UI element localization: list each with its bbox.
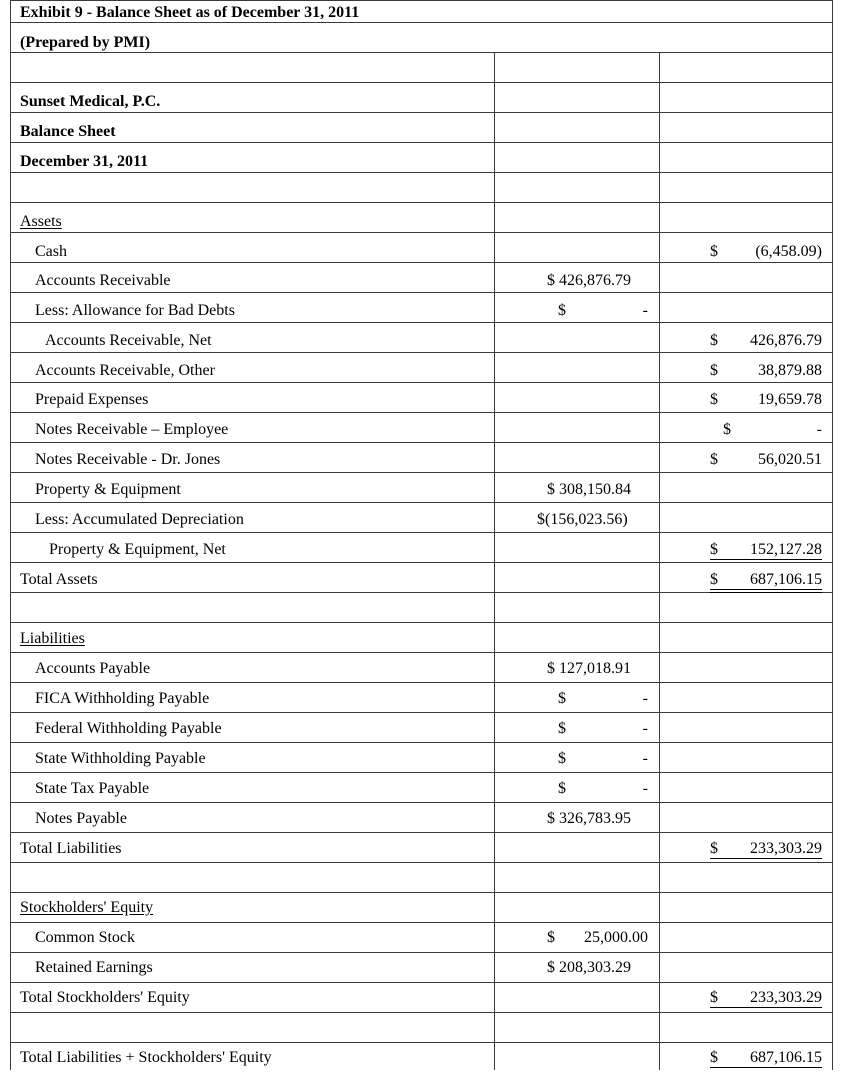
notes-jones-label: Notes Receivable - Dr. Jones: [35, 451, 221, 468]
total-liabilities-row: [10, 834, 833, 864]
notes-jones-row: [10, 445, 833, 475]
assets-heading-row: [10, 207, 833, 237]
statement-name: Balance Sheet: [20, 123, 116, 140]
statement-row: [10, 117, 833, 147]
total-assets-label: Total Assets: [20, 571, 98, 588]
notes-employee-label: Notes Receivable – Employee: [35, 421, 229, 438]
double-underline-bottom: [710, 592, 822, 593]
federal-row: [10, 714, 833, 744]
allowance-amount: [558, 296, 648, 326]
prepaid-label: Prepaid Expenses: [35, 391, 149, 408]
state-tax-amount: [558, 774, 648, 804]
exhibit-title: Exhibit 9 - Balance Sheet as of December 31, 2011: [20, 4, 360, 21]
ppe-row: [10, 475, 833, 505]
state-withholding-value: -: [642, 750, 648, 767]
notes-employee-amount: [723, 415, 822, 445]
grand-total-label: Total Liabilities + Stockholders' Equity: [20, 1049, 272, 1066]
row-line: [10, 82, 833, 83]
grand-total-row: [10, 1043, 833, 1073]
prepaid-value: 19,659.78: [758, 391, 822, 408]
ppe-value: $ 308,150.84: [547, 481, 631, 498]
liabilities-heading-row: [10, 624, 833, 654]
common-stock-label: Common Stock: [35, 929, 136, 946]
common-stock-row: [10, 923, 833, 953]
common-stock-value: 25,000.00: [584, 929, 648, 946]
currency-symbol: $: [710, 362, 718, 379]
notes-payable-value: $ 326,783.95: [547, 810, 631, 827]
total-assets-value: 687,106.15: [750, 571, 822, 588]
currency-symbol: $: [710, 989, 718, 1006]
federal-amount: [558, 714, 648, 744]
ar-net-label: Accounts Receivable, Net: [45, 332, 212, 349]
allowance-row: [10, 296, 833, 326]
currency-symbol: $: [558, 780, 566, 797]
state-withholding-row: [10, 744, 833, 774]
cash-value: (6,458.09): [755, 243, 822, 260]
state-withholding-amount: [558, 744, 648, 774]
notes-employee-row: [10, 415, 833, 445]
ppe-net-row: [10, 535, 833, 565]
state-withholding-label: State Withholding Payable: [35, 750, 206, 767]
double-underline-top: [710, 1067, 822, 1068]
currency-symbol: $: [547, 929, 555, 946]
date-row: [10, 147, 833, 177]
currency-symbol: $: [710, 840, 718, 857]
ppe-net-label: Property & Equipment, Net: [49, 541, 226, 558]
total-assets-row: [10, 565, 833, 595]
notes-jones-value: 56,020.51: [758, 451, 822, 468]
ap-row: [10, 654, 833, 684]
currency-symbol: $: [710, 391, 718, 408]
notes-employee-value: -: [816, 421, 822, 438]
state-tax-row: [10, 774, 833, 804]
currency-symbol: $: [710, 243, 718, 260]
prepared-by: (Prepared by PMI): [20, 34, 151, 51]
ppe-net-amount: [710, 535, 822, 565]
fica-row: [10, 684, 833, 714]
currency-symbol: $: [558, 750, 566, 767]
ar-other-amount: [710, 356, 822, 386]
federal-value: -: [642, 720, 648, 737]
ppe-net-value: 152,127.28: [750, 541, 822, 558]
ap-label: Accounts Payable: [35, 660, 151, 677]
grand-total-value: 687,106.15: [750, 1049, 822, 1066]
retained-earnings-row: [10, 953, 833, 983]
currency-symbol: $: [710, 541, 718, 558]
title-row: [10, 0, 833, 28]
liabilities-heading: Liabilities: [20, 630, 85, 647]
fica-amount: [558, 684, 648, 714]
prepared-by-row: [10, 28, 833, 58]
currency-symbol: $: [710, 1049, 718, 1066]
single-underline: [710, 1007, 822, 1008]
total-equity-label: Total Stockholders' Equity: [20, 989, 190, 1006]
ap-value: $ 127,018.91: [547, 660, 631, 677]
double-underline-top: [710, 589, 822, 590]
grand-total-amount: [710, 1043, 822, 1073]
allowance-value: -: [642, 302, 648, 319]
total-liabilities-value: 233,303.29: [750, 840, 822, 857]
ar-net-value: 426,876.79: [750, 332, 822, 349]
total-assets-amount: [710, 565, 822, 595]
prepaid-row: [10, 385, 833, 415]
total-liabilities-amount: [710, 834, 822, 864]
ar-net-amount: [710, 326, 822, 356]
allowance-label: Less: Allowance for Bad Debts: [35, 302, 235, 319]
retained-earnings-value: $ 208,303.29: [547, 959, 631, 976]
accum-dep-label: Less: Accumulated Depreciation: [35, 511, 244, 528]
state-tax-label: State Tax Payable: [35, 780, 150, 797]
total-liabilities-label: Total Liabilities: [20, 840, 122, 857]
single-underline: [710, 559, 822, 560]
currency-symbol: $: [710, 332, 718, 349]
total-equity-amount: [710, 983, 822, 1013]
federal-label: Federal Withholding Payable: [35, 720, 222, 737]
cash-row: [10, 237, 833, 267]
ar-other-label: Accounts Receivable, Other: [35, 362, 215, 379]
currency-symbol: $: [710, 571, 718, 588]
ar-net-row: [10, 326, 833, 356]
retained-earnings-label: Retained Earnings: [35, 959, 153, 976]
equity-heading: Stockholders' Equity: [20, 899, 154, 916]
ar-label: Accounts Receivable: [35, 272, 171, 289]
currency-symbol: $: [723, 421, 731, 438]
statement-date: December 31, 2011: [20, 153, 149, 170]
company-row: [10, 87, 833, 117]
notes-jones-amount: [710, 445, 822, 475]
accum-dep-row: [10, 505, 833, 535]
accum-dep-value: $(156,023.56): [537, 511, 628, 528]
cash-amount: [710, 237, 822, 267]
cash-label: Cash: [35, 243, 67, 260]
currency-symbol: $: [558, 302, 566, 319]
ar-row: [10, 266, 833, 296]
currency-symbol: $: [558, 690, 566, 707]
ar-value: $ 426,876.79: [547, 272, 631, 289]
balance-sheet-table: [10, 0, 833, 1070]
prepaid-amount: [710, 385, 822, 415]
currency-symbol: $: [710, 451, 718, 468]
ppe-label: Property & Equipment: [35, 481, 181, 498]
row-line: [10, 622, 833, 623]
row-line: [10, 202, 833, 203]
fica-value: -: [642, 690, 648, 707]
assets-heading: Assets: [20, 213, 62, 230]
ar-other-value: 38,879.88: [758, 362, 822, 379]
total-equity-value: 233,303.29: [750, 989, 822, 1006]
notes-payable-row: [10, 804, 833, 834]
state-tax-value: -: [642, 780, 648, 797]
ar-other-row: [10, 356, 833, 386]
equity-heading-row: [10, 893, 833, 923]
currency-symbol: $: [558, 720, 566, 737]
single-underline: [710, 858, 822, 859]
notes-payable-label: Notes Payable: [35, 810, 127, 827]
total-equity-row: [10, 983, 833, 1013]
company-name: Sunset Medical, P.C.: [20, 93, 161, 110]
fica-label: FICA Withholding Payable: [35, 690, 210, 707]
common-stock-amount: [547, 923, 648, 953]
